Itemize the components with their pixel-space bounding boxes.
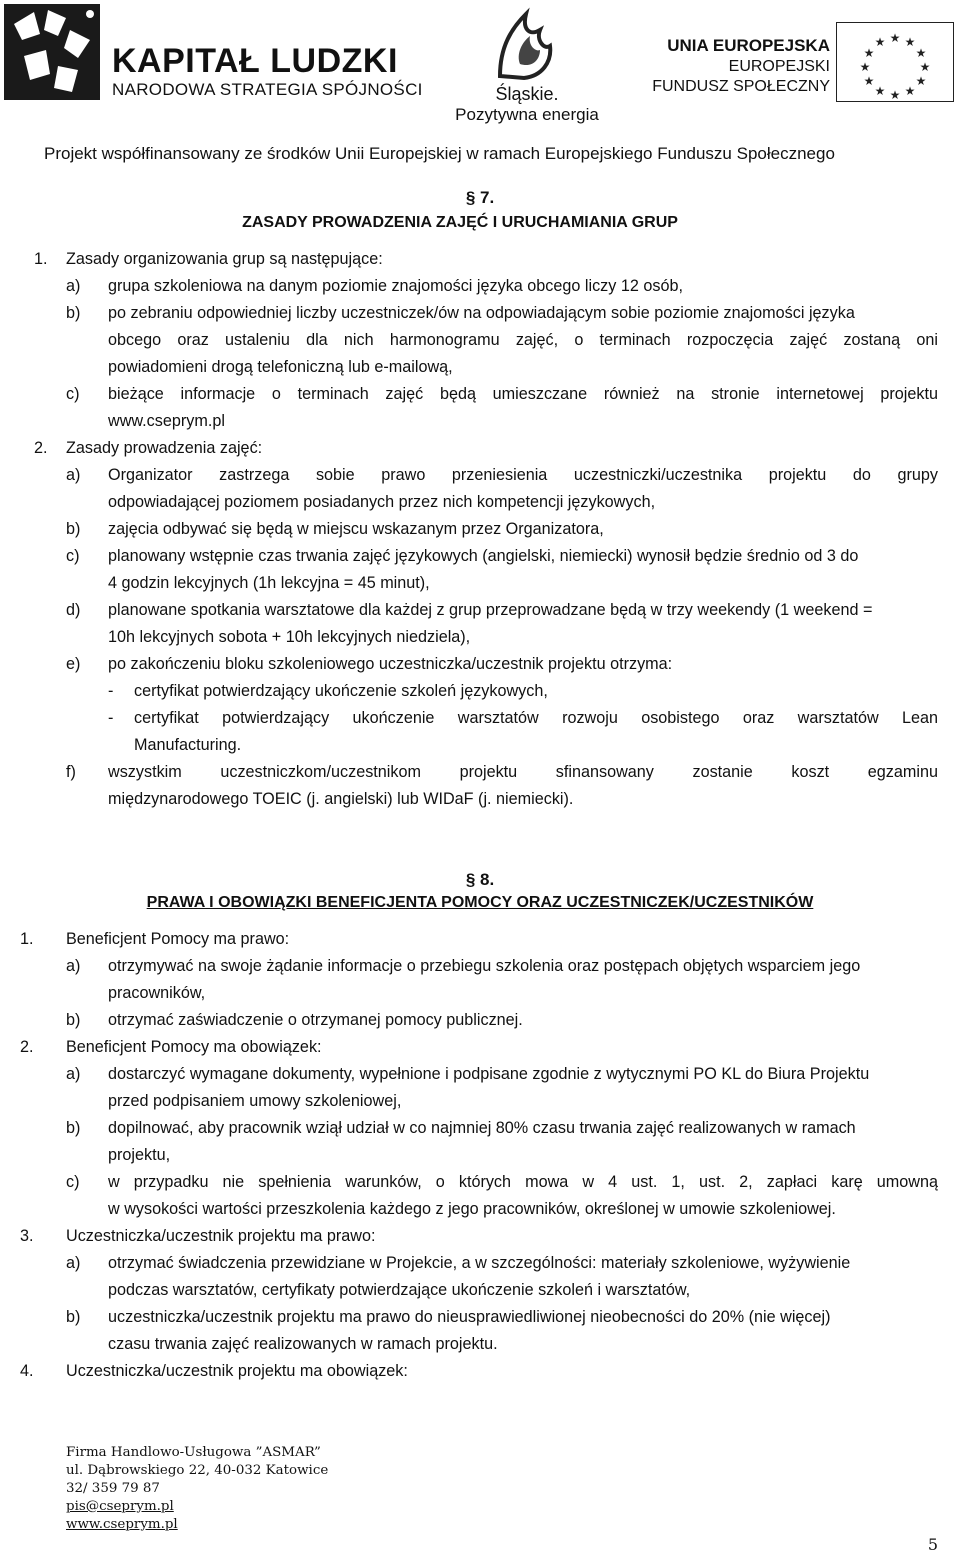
s8-p4-intro: Uczestniczka/uczestnik projektu ma obowiązek: [66, 1362, 408, 1380]
s7-p1-c-link[interactable]: www.cseprym.pl [108, 412, 225, 430]
s7-p2-c-line-2: 4 godzin lekcyjnych (1h lekcyjna = 45 minut), [108, 574, 430, 592]
s8-p2-b-line-2: projektu, [108, 1146, 171, 1164]
s7-p2-e-item-2-line-1: certyfikat potwierdzający ukończenie warsztatów rozwoju osobistego oraz warsztatów Lean [134, 709, 938, 727]
s8-p1-b-label: b) [66, 1011, 81, 1029]
s8-p2-a-line-2: przed podpisaniem umowy szkoleniowej, [108, 1092, 402, 1110]
s7-p2-a-line-1: Organizator zastrzega sobie prawo przeniesienia uczestniczki/uczestnika projektu do grupy [108, 466, 938, 484]
s8-p2-b-line-1: dopilnować, aby pracownik wziął udział w co najmniej 80% czasu trwania zajęć realizowanych w ramach [108, 1119, 856, 1137]
s7-p2-number: 2. [34, 439, 48, 457]
eu-line-1: UNIA EUROPEJSKA [667, 36, 830, 55]
s7-p2-d-line-2: 10h lekcyjnych sobota + 10h lekcyjnych niedziela), [108, 628, 471, 646]
cofinancing-statement: Projekt współfinansowany ze środków Unii Europejskiej w ramach Europejskiego Funduszu Społecznego [44, 144, 835, 163]
kapital-ludzki-title: KAPITAŁ LUDZKI [112, 42, 398, 80]
s8-p2-number: 2. [20, 1038, 34, 1056]
s8-p2-c-label: c) [66, 1173, 80, 1191]
s7-p1-intro: Zasady organizowania grup są następujące: [66, 250, 383, 268]
section-7-number: § 7. [465, 188, 495, 207]
s8-p1-number: 1. [20, 930, 34, 948]
s7-p2-c-line-1: planowany wstępnie czas trwania zajęć językowych (angielski, niemiecki) wynosił będzie średnio od 3 do [108, 547, 859, 565]
slaskie-logo [452, 6, 602, 122]
section-8-number: § 8. [465, 870, 495, 889]
eu-flag-icon [836, 22, 954, 102]
slaskie-emblem-icon [492, 6, 556, 82]
s8-p2-b-label: b) [66, 1119, 81, 1137]
kapital-ludzki-subtitle: NARODOWA STRATEGIA SPÓJNOŚCI [112, 80, 423, 99]
s8-p3-a-line-2: podczas warsztatów, certyfikaty potwierdzające ukończenie szkoleń i warsztatów, [108, 1281, 691, 1299]
s8-p1-a-line-2: pracowników, [108, 984, 206, 1002]
kapital-ludzki-emblem-icon [4, 4, 100, 100]
svg-text:★: ★ [889, 88, 901, 102]
svg-text:★: ★ [874, 84, 886, 98]
s7-p2-f-line-2: międzynarodowego TOEIC (j. angielski) lub WIDaF (j. niemiecki). [108, 790, 574, 808]
eu-line-3: FUNDUSZ SPOŁECZNY [652, 78, 830, 95]
svg-text:★: ★ [859, 60, 871, 74]
section-7-title: ZASADY PROWADZENIA ZAJĘĆ I URUCHAMIANIA GRUP [242, 214, 678, 231]
s8-p3-b-label: b) [66, 1308, 81, 1326]
s7-p1-b-line-1: po zebraniu odpowiedniej liczby uczestniczek/ów na odpowiadającym sobie poziomie znajomości języka [108, 304, 855, 322]
s8-p1-a-line-1: otrzymywać na swoje żądanie informacje o przebiegu szkolenia oraz postępach objętych wsparciem jego [108, 957, 861, 975]
s8-p2-a-line-1: dostarczyć wymagane dokumenty, wypełnione i podpisane zgodnie z wytycznymi PO KL do Biura Projektu [108, 1065, 870, 1083]
svg-text:★: ★ [874, 35, 886, 49]
s7-p1-b-line-3: powiadomieni drogą telefoniczną lub e-mailową, [108, 358, 453, 376]
s8-p4-number: 4. [20, 1362, 34, 1380]
s8-p3-a-label: a) [66, 1254, 81, 1272]
eu-fund-logo [652, 22, 958, 102]
eu-line-2: EUROPEJSKI [728, 58, 830, 75]
s7-p2-f-line-1: wszystkim uczestniczkom/uczestnikom projektu sfinansowany zostanie koszt egzaminu [108, 763, 938, 781]
s7-p1-a-label: a) [66, 277, 81, 295]
s7-p2-d-line-1: planowane spotkania warsztatowe dla każdej z grup przeprowadzane będą w trzy weekendy (1 weekend = [108, 601, 873, 619]
s7-p2-e-item-1: certyfikat potwierdzający ukończenie szkoleń językowych, [134, 682, 548, 700]
s7-p2-d-label: d) [66, 601, 81, 619]
s7-p2-e-dash-2: - [108, 709, 114, 727]
s7-p1-c-label: c) [66, 385, 80, 403]
svg-text:★: ★ [863, 46, 875, 60]
s7-p1-c-line-1: bieżące informacje o terminach zajęć będą umieszczane również na stronie internetowej projektu [108, 385, 938, 403]
footer-email-link[interactable]: pis@cseprym.pl [66, 1499, 174, 1514]
s8-p3-number: 3. [20, 1227, 34, 1245]
svg-text:★: ★ [915, 74, 927, 88]
s7-p2-intro: Zasady prowadzenia zajęć: [66, 439, 263, 457]
s8-p3-b-line-1: uczestniczka/uczestnik projektu ma prawo do nieusprawiedliwionej nieobecności do 20% (nie więcej) [108, 1308, 831, 1326]
s8-p1-b-text: otrzymać zaświadczenie o otrzymanej pomocy publicznej. [108, 1011, 523, 1029]
s8-p3-intro: Uczestniczka/uczestnik projektu ma prawo: [66, 1227, 376, 1245]
s8-p1-a-label: a) [66, 957, 81, 975]
s7-p2-f-label: f) [66, 763, 76, 781]
page-number: 5 [927, 1535, 938, 1554]
s7-p1-b-line-2: obcego oraz ustaleniu dla nich harmonogramu zajęć, o terminach rozpoczęcia zajęć zostaną oni [108, 331, 938, 349]
s7-p2-e-label: e) [66, 655, 81, 673]
kapital-ludzki-logo [4, 4, 423, 104]
s8-p3-a-line-1: otrzymać świadczenia przewidziane w Projekcie, a w szczególności: materiały szkoleniowe, wyżywienie [108, 1254, 851, 1272]
s7-p1-b-label: b) [66, 304, 81, 322]
footer-phone: 32/ 359 79 87 [66, 1481, 160, 1496]
s8-p1-intro: Beneficjent Pomocy ma prawo: [66, 930, 290, 948]
s7-p2-a-label: a) [66, 466, 81, 484]
footer-address: ul. Dąbrowskiego 22, 40-032 Katowice [66, 1463, 329, 1478]
svg-text:★: ★ [904, 35, 916, 49]
slaskie-name: Śląskie. [495, 84, 559, 104]
section-8-title: PRAWA I OBOWIĄZKI BENEFICJENTA POMOCY ORAZ UCZESTNICZEK/UCZESTNIKÓW [146, 894, 814, 911]
svg-text:★: ★ [919, 60, 931, 74]
s7-p2-e-dash-1: - [108, 682, 114, 700]
s8-p3-b-line-2: czasu trwania zajęć realizowanych w ramach projektu. [108, 1335, 498, 1353]
s7-p1-a-text: grupa szkoleniowa na danym poziomie znajomości języka obcego liczy 12 osób, [108, 277, 683, 295]
s8-p2-c-line-2: w wysokości wartości przeszkolenia każdego z jego pracowników, określonej w umowie szkoleniowej. [108, 1200, 836, 1218]
s8-p2-intro: Beneficjent Pomocy ma obowiązek: [66, 1038, 322, 1056]
footer-company: Firma Handlowo-Usługowa ”ASMAR” [66, 1445, 321, 1460]
s7-p2-e-item-2-line-2: Manufacturing. [134, 736, 242, 754]
footer-contact [66, 1444, 328, 1534]
slaskie-slogan: Pozytywna energia [455, 105, 599, 124]
s7-p2-e-text: po zakończeniu bloku szkoleniowego uczestniczka/uczestnik projektu otrzyma: [108, 655, 673, 673]
svg-text:★: ★ [863, 74, 875, 88]
svg-text:★: ★ [915, 46, 927, 60]
s7-p2-c-label: c) [66, 547, 80, 565]
s8-p2-a-label: a) [66, 1065, 81, 1083]
s7-p2-b-text: zajęcia odbywać się będą w miejscu wskazanym przez Organizatora, [108, 520, 604, 538]
s8-p2-c-line-1: w przypadku nie spełnienia warunków, o których mowa w 4 ust. 1, ust. 2, zapłaci karę umowną [108, 1173, 938, 1191]
s7-p2-a-line-2: odpowiadającej poziomem posiadanych przez nich kompetencji językowych, [108, 493, 656, 511]
svg-text:★: ★ [904, 84, 916, 98]
s7-p1-number: 1. [34, 250, 48, 268]
footer-website-link[interactable]: www.cseprym.pl [66, 1517, 178, 1532]
s7-p2-b-label: b) [66, 520, 81, 538]
svg-text:★: ★ [889, 31, 901, 45]
